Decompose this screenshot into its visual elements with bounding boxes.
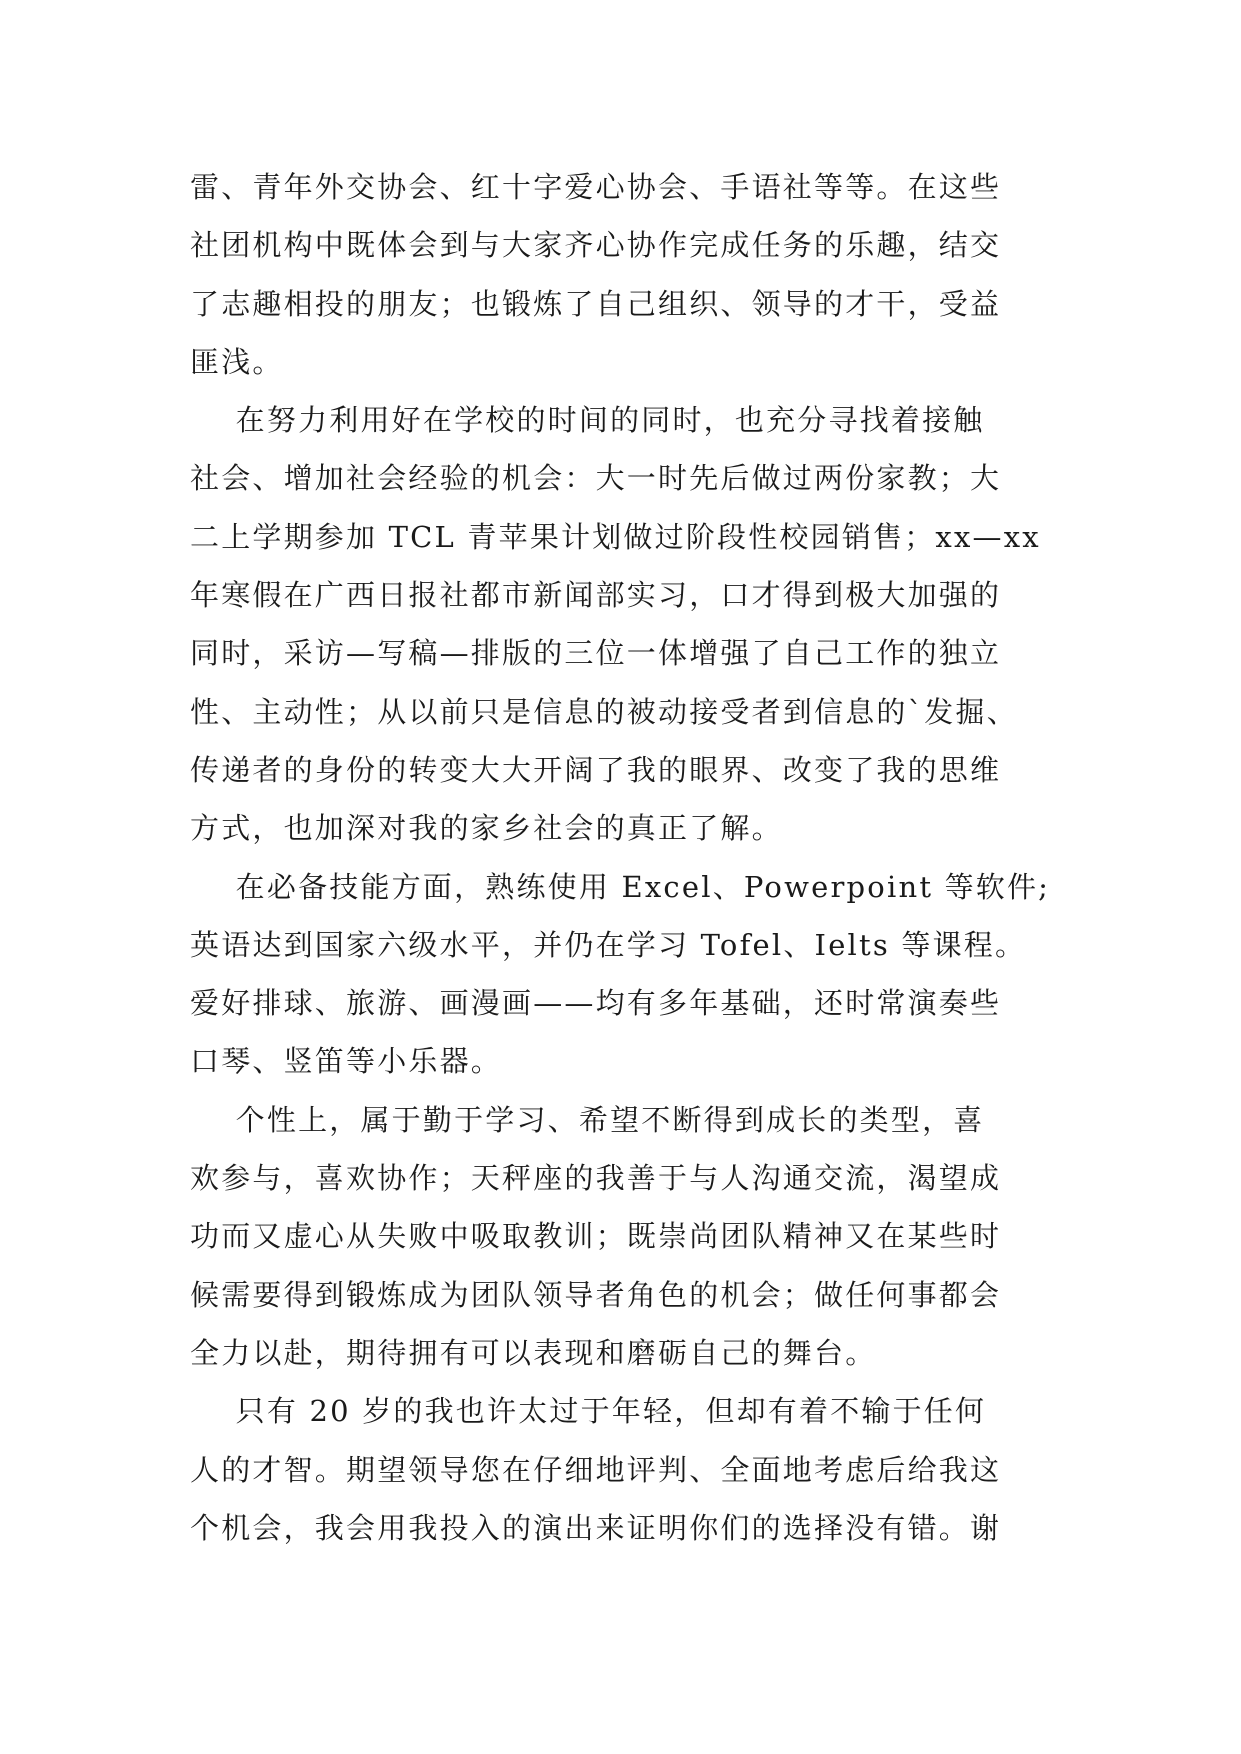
text-line: 英语达到国家六级水平，并仍在学习 Tofel、Ielts 等课程。 <box>190 927 1027 962</box>
text-line: 性、主动性；从以前只是信息的被动接受者到信息的`发掘、 <box>190 694 1018 729</box>
text-line: 了志趣相投的朋友；也锻炼了自己组织、领导的才干，受益 <box>190 286 1002 321</box>
text-line: 候需要得到锻炼成为团队领导者角色的机会；做任何事都会 <box>190 1277 1002 1312</box>
text-line: 全力以赴，期待拥有可以表现和磨砺自己的舞台。 <box>190 1335 877 1370</box>
text-line: 个性上，属于勤于学习、希望不断得到成长的类型，喜 <box>190 1102 985 1137</box>
text-line: 个机会，我会用我投入的演出来证明你们的选择没有错。谢 <box>190 1510 1002 1545</box>
text-line: 传递者的身份的转变大大开阔了我的眼界、改变了我的思维 <box>190 752 1002 787</box>
text-line: 在努力利用好在学校的时间的同时，也充分寻找着接触 <box>190 403 985 438</box>
text-line: 年寒假在广西日报社都市新闻部实习，口才得到极大加强的 <box>190 578 1002 613</box>
text-line: 口琴、竖笛等小乐器。 <box>190 1044 503 1079</box>
text-line: 二上学期参加 TCL 青苹果计划做过阶段性校园销售；xx—xx <box>190 519 1041 554</box>
text-line: 人的才智。期望领导您在仔细地评判、全面地考虑后给我这 <box>190 1452 1002 1487</box>
text-line: 社会、增加社会经验的机会：大一时先后做过两份家教；大 <box>190 461 1002 496</box>
text-line: 只有 20 岁的我也许太过于年轻，但却有着不输于任何 <box>190 1394 987 1429</box>
text-line: 功而又虚心从失败中吸取教训；既崇尚团队精神又在某些时 <box>190 1219 1002 1254</box>
body-text <box>190 158 1070 1557</box>
text-line: 雷、青年外交协会、红十字爱心协会、手语社等等。在这些 <box>190 170 1002 204</box>
text-line: 欢参与，喜欢协作；天秤座的我善于与人沟通交流，渴望成 <box>190 1161 1002 1196</box>
text-line: 方式，也加深对我的家乡社会的真正了解。 <box>190 811 783 846</box>
text-line: 同时，采访—写稿—排版的三位一体增强了自己工作的独立 <box>190 636 1002 671</box>
text-line: 爱好排球、旅游、画漫画——均有多年基础，还时常演奏些 <box>190 986 1002 1021</box>
text-line: 匪浅。 <box>190 344 284 379</box>
text-line: 社团机构中既体会到与大家齐心协作完成任务的乐趣，结交 <box>190 228 1002 263</box>
text-line: 在必备技能方面，熟练使用 Excel、Powerpoint 等软件; <box>190 869 1051 904</box>
